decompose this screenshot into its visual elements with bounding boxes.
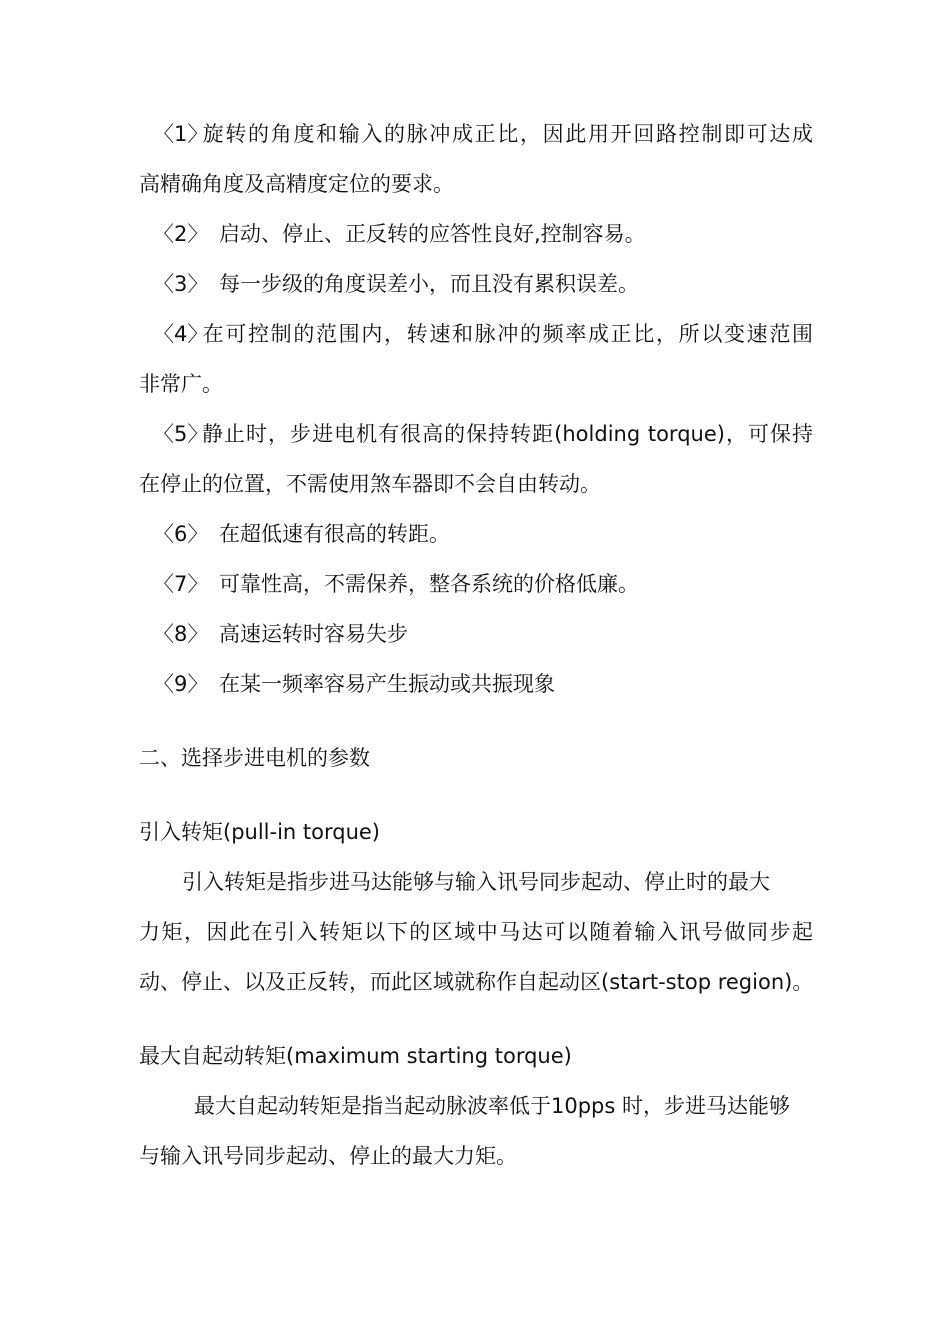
list-item-1-line-2: 高精确角度及高精度定位的要求。 — [139, 172, 454, 196]
list-item-7 — [139, 570, 639, 598]
list-item-number: 〈6〉 — [153, 522, 209, 546]
max-starting-paragraph-line-1: 最大自起动转矩是指当起动脉波率低于10pps 时，步进马达能够 — [194, 1094, 790, 1118]
list-item-text: 启动、停止、正反转的应答性良好,控制容易。 — [219, 222, 646, 246]
list-item-number: 〈1〉 — [153, 122, 209, 146]
max-starting-paragraph-line-2: 与输入讯号同步起动、停止的最大力矩。 — [139, 1144, 517, 1168]
list-item-3 — [139, 270, 639, 298]
list-item-5-line-2: 在停止的位置，不需使用煞车器即不会自由转动。 — [139, 472, 601, 496]
list-item-1-line-1 — [139, 120, 813, 148]
list-item-number: 〈9〉 — [153, 672, 209, 696]
list-item-number: 〈5〉 — [153, 422, 209, 446]
list-item-number: 〈4〉 — [153, 322, 209, 346]
max-starting-torque-title: 最大自起动转矩(maximum starting torque) — [139, 1044, 572, 1068]
list-item-text: 在超低速有很高的转距。 — [219, 522, 450, 546]
pull-in-paragraph-line-2: 力矩，因此在引入转矩以下的区域中马达可以随着输入讯号做同步起 — [139, 920, 813, 944]
list-item-6 — [139, 520, 450, 548]
list-item-number: 〈8〉 — [153, 622, 209, 646]
list-item-5-line-1 — [139, 420, 813, 448]
list-item-text: 旋转的角度和输入的脉冲成正比，因此用开回路控制即可达成 — [201, 122, 813, 146]
pull-in-torque-title: 引入转矩(pull-in torque) — [139, 820, 380, 844]
section-heading: 二、选择步进电机的参数 — [139, 746, 370, 770]
list-item-text: 高速运转时容易失步 — [219, 622, 408, 646]
list-item-4-line-2: 非常广。 — [139, 372, 223, 396]
list-item-2 — [139, 220, 646, 248]
pull-in-paragraph-line-3: 动、停止、以及正反转，而此区域就称作自起动区(start-stop region)。 — [139, 970, 814, 994]
list-item-text: 每一步级的角度误差小，而且没有累积误差。 — [219, 272, 639, 296]
list-item-text: 静止时，步进电机有很高的保持转距(holding torque)，可保持 — [201, 422, 813, 446]
list-item-text: 可靠性高，不需保养，整各系统的价格低廉。 — [219, 572, 639, 596]
pull-in-paragraph-line-1: 引入转矩是指步进马达能够与输入讯号同步起动、停止时的最大 — [182, 870, 770, 894]
list-item-8 — [139, 620, 408, 648]
list-item-number: 〈7〉 — [153, 572, 209, 596]
list-item-text: 在可控制的范围内，转速和脉冲的频率成正比，所以变速范围 — [201, 322, 813, 346]
list-item-9 — [139, 670, 555, 698]
list-item-number: 〈2〉 — [153, 222, 209, 246]
list-item-number: 〈3〉 — [153, 272, 209, 296]
list-item-4-line-1 — [139, 320, 813, 348]
list-item-text: 在某一频率容易产生振动或共振现象 — [219, 672, 555, 696]
